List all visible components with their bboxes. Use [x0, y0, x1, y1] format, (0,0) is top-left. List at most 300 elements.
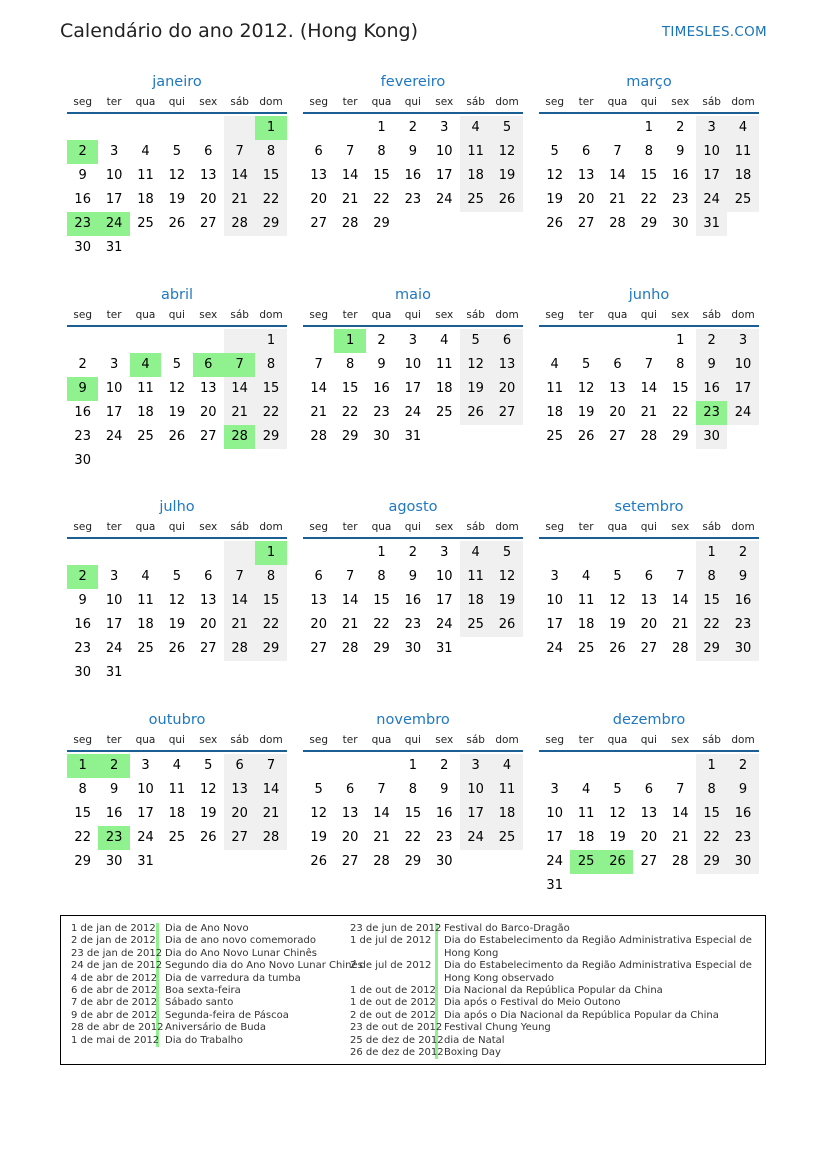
weekday-header [539, 305, 759, 327]
weekday-label: qua [371, 521, 392, 533]
weekday-label: sex [671, 734, 690, 746]
month-dezembro [539, 710, 759, 898]
day-cell: 21 [224, 401, 255, 425]
day-cell: 13 [341, 806, 359, 821]
weekday-header [303, 730, 523, 752]
week-row [67, 188, 287, 212]
empty-day-cell [98, 329, 129, 353]
legend-entry [71, 1035, 363, 1047]
weekday-label: seg [309, 521, 328, 533]
week-row [303, 164, 523, 188]
day-cell: 7 [345, 144, 355, 159]
legend-holiday-name: Hong Kong observado [444, 972, 554, 984]
day-cell: 18 [577, 830, 595, 845]
week-row [539, 140, 759, 164]
weekday-header [67, 92, 287, 114]
empty-day-cell [161, 116, 192, 140]
weekday-header [67, 730, 287, 752]
weekday-label: sex [199, 309, 218, 321]
holiday-day-cell: 25 [570, 850, 601, 874]
day-cell: 20 [491, 377, 522, 401]
week-row [303, 140, 523, 164]
empty-day-cell [255, 449, 286, 473]
day-cell: 16 [727, 802, 758, 826]
day-cell: 10 [435, 144, 453, 159]
day-cell: 6 [345, 782, 355, 797]
legend-entry-continued [350, 948, 752, 960]
empty-day-cell [193, 329, 224, 353]
day-cell: 14 [373, 806, 390, 821]
day-cell: 11 [577, 593, 595, 608]
day-cell: 10 [546, 593, 563, 608]
empty-day-cell [161, 850, 192, 874]
day-cell: 27 [341, 854, 359, 869]
month-janeiro [67, 72, 287, 260]
day-cell: 8 [408, 782, 417, 797]
day-cell: 16 [105, 806, 123, 821]
day-cell: 28 [671, 641, 689, 656]
day-cell: 5 [550, 144, 559, 159]
day-cell: 30 [727, 637, 758, 661]
legend-holiday-name: Aniversário de Buda [165, 1022, 267, 1034]
day-cell: 30 [74, 665, 91, 680]
weekday-label: sex [199, 734, 218, 746]
week-row [539, 613, 759, 637]
day-cell: 10 [435, 569, 453, 584]
empty-day-cell [255, 661, 286, 685]
week-row [539, 116, 759, 140]
day-cell: 25 [727, 188, 758, 212]
day-cell: 14 [224, 589, 255, 613]
empty-day-cell [602, 874, 633, 898]
day-cell: 15 [373, 593, 390, 608]
day-cell: 22 [341, 405, 359, 420]
day-cell: 7 [224, 565, 255, 589]
weekday-header [67, 517, 287, 539]
legend-holiday-name: Dia do Estabelecimento da Região Administrativa Especial de [444, 935, 752, 947]
weekday-label: sáb [466, 309, 485, 321]
day-cell: 30 [696, 425, 727, 449]
empty-day-cell [67, 116, 98, 140]
day-cell: 3 [109, 144, 119, 159]
legend-entry [350, 1047, 752, 1059]
legend-entry [71, 923, 363, 935]
week-row [539, 164, 759, 188]
weekday-label: sex [671, 309, 690, 321]
empty-day-cell [224, 449, 255, 473]
legend-holiday-name: Dia de Ano Novo [165, 923, 249, 934]
day-cell: 17 [727, 377, 758, 401]
week-row [67, 212, 287, 236]
holiday-day-cell: 7 [224, 353, 255, 377]
day-cell: 31 [404, 429, 422, 444]
day-cell: 27 [224, 826, 255, 850]
empty-day-cell [429, 425, 460, 449]
day-cell: 13 [199, 593, 217, 608]
weekday-label: dom [259, 734, 283, 746]
day-cell: 17 [435, 168, 453, 183]
day-cell: 9 [696, 353, 727, 377]
day-cell: 11 [168, 782, 186, 797]
week-row [67, 541, 287, 565]
day-cell: 8 [345, 357, 355, 372]
day-cell: 26 [460, 401, 491, 425]
empty-day-cell [67, 541, 98, 565]
day-cell: 13 [199, 381, 217, 396]
legend-date: 6 de abr de 2012 [71, 985, 158, 997]
day-cell: 8 [696, 565, 727, 589]
weekday-label: qui [404, 734, 421, 746]
day-cell: 12 [546, 168, 563, 183]
legend-holiday-name: Festival Chung Yeung [444, 1022, 551, 1034]
month-name: abril [160, 287, 194, 303]
holiday-day-cell: 28 [224, 425, 255, 449]
week-row [303, 850, 523, 874]
month-name: junho [628, 287, 670, 303]
week-row [67, 449, 287, 473]
empty-day-cell [633, 874, 664, 898]
empty-day-cell [602, 116, 633, 140]
day-cell: 20 [310, 617, 327, 632]
week-row [303, 377, 523, 401]
day-cell: 20 [199, 405, 217, 420]
weekday-label: ter [578, 309, 594, 321]
day-cell: 22 [74, 830, 91, 845]
legend-entry [71, 985, 363, 997]
day-cell: 25 [137, 216, 154, 231]
legend-date: 9 de abr de 2012 [71, 1009, 158, 1021]
day-cell: 25 [168, 830, 186, 845]
day-cell: 9 [676, 144, 685, 159]
day-cell: 19 [460, 377, 491, 401]
weekday-label: sáb [466, 734, 485, 746]
empty-day-cell [224, 116, 255, 140]
empty-day-cell [491, 425, 522, 449]
day-cell: 21 [671, 830, 689, 845]
weekday-label: dom [731, 309, 755, 321]
day-cell: 26 [546, 216, 563, 231]
day-cell: 2 [78, 357, 87, 372]
week-row [539, 874, 759, 898]
weekday-label: qua [607, 309, 628, 321]
legend-holiday-name: Segundo dia do Ano Novo Lunar Chinês [165, 960, 363, 972]
empty-day-cell [303, 329, 334, 353]
holiday-day-cell: 23 [98, 826, 129, 850]
legend-entry [71, 1022, 363, 1034]
day-cell: 17 [137, 806, 154, 821]
day-cell: 9 [408, 144, 417, 159]
holiday-day-cell: 1 [255, 116, 286, 140]
legend-entry [350, 997, 752, 1009]
weekday-label: ter [578, 96, 594, 108]
weekday-label: sex [435, 309, 454, 321]
week-row [303, 778, 523, 802]
legend-date-blank [350, 973, 438, 985]
day-cell: 27 [199, 216, 217, 231]
weekday-label: ter [342, 521, 358, 533]
day-cell: 29 [255, 637, 286, 661]
day-cell: 19 [168, 405, 186, 420]
legend-holiday-name: Festival do Barco-Dragão [444, 923, 570, 934]
day-cell: 29 [74, 854, 91, 869]
weekday-label: sáb [466, 521, 485, 533]
day-cell: 23 [404, 192, 422, 207]
weekday-label: seg [309, 96, 328, 108]
legend-holiday-name: Dia do Ano Novo Lunar Chinês [165, 947, 318, 959]
empty-day-cell [366, 754, 397, 778]
day-cell: 20 [341, 830, 359, 845]
day-cell: 28 [671, 854, 689, 869]
day-cell: 19 [310, 830, 327, 845]
day-cell: 27 [310, 216, 327, 231]
weekday-label: ter [106, 521, 122, 533]
week-row [67, 637, 287, 661]
day-cell: 10 [460, 778, 491, 802]
legend-holiday-name: Dia Nacional da República Popular da China [444, 985, 663, 997]
day-cell: 7 [613, 144, 622, 159]
legend-holiday-name: Dia após o Dia Nacional da República Popular da China [444, 1009, 719, 1021]
week-row [539, 802, 759, 826]
week-row [303, 188, 523, 212]
day-cell: 29 [640, 216, 658, 231]
day-cell: 23 [373, 405, 390, 420]
weekday-label: dom [495, 309, 519, 321]
month-setembro [539, 497, 759, 661]
day-cell: 24 [105, 641, 123, 656]
day-cell: 29 [404, 854, 422, 869]
day-cell: 9 [109, 782, 119, 797]
day-cell: 18 [460, 164, 491, 188]
day-cell: 7 [255, 754, 286, 778]
weekday-label: qui [640, 309, 657, 321]
day-cell: 2 [727, 541, 758, 565]
day-cell: 16 [74, 405, 91, 420]
day-cell: 19 [491, 164, 522, 188]
weekday-label: seg [545, 309, 564, 321]
week-row [67, 661, 287, 685]
weekday-label: sáb [702, 96, 721, 108]
weekday-label: qua [607, 96, 628, 108]
week-row [539, 212, 759, 236]
week-row [67, 565, 287, 589]
empty-day-cell [161, 329, 192, 353]
day-cell: 11 [727, 140, 758, 164]
day-cell: 2 [727, 754, 758, 778]
day-cell: 4 [727, 116, 758, 140]
holiday-day-cell: 2 [98, 754, 129, 778]
week-row [67, 329, 287, 353]
day-cell: 12 [168, 381, 186, 396]
week-row [67, 236, 287, 260]
day-cell: 6 [204, 144, 213, 159]
day-cell: 30 [404, 641, 422, 656]
day-cell: 23 [671, 192, 689, 207]
day-cell: 13 [609, 381, 626, 396]
week-row [67, 850, 287, 874]
day-cell: 4 [581, 782, 591, 797]
weekday-label: sáb [230, 96, 249, 108]
day-cell: 25 [460, 188, 491, 212]
day-cell: 3 [696, 116, 727, 140]
week-row [303, 116, 523, 140]
empty-day-cell [193, 541, 224, 565]
day-cell: 16 [696, 377, 727, 401]
month-name: julho [159, 499, 195, 515]
weekday-label: dom [259, 309, 283, 321]
day-cell: 16 [404, 593, 422, 608]
day-cell: 17 [105, 405, 123, 420]
day-cell: 1 [676, 333, 685, 348]
day-cell: 9 [727, 778, 758, 802]
week-row [539, 541, 759, 565]
day-cell: 3 [440, 120, 449, 135]
week-row [539, 589, 759, 613]
empty-day-cell [193, 116, 224, 140]
legend-column-right [350, 923, 752, 1059]
day-cell: 19 [577, 405, 595, 420]
day-cell: 30 [74, 240, 91, 255]
day-cell: 6 [224, 754, 255, 778]
day-cell: 18 [137, 617, 154, 632]
month-name: outubro [148, 712, 206, 728]
day-cell: 18 [577, 617, 595, 632]
empty-day-cell [334, 116, 365, 140]
weekday-label: sáb [230, 309, 249, 321]
day-cell: 8 [377, 569, 386, 584]
holiday-day-cell: 4 [130, 353, 161, 377]
weekday-label: ter [106, 96, 122, 108]
weekday-label: qua [135, 521, 156, 533]
day-cell: 3 [550, 569, 559, 584]
day-cell: 27 [609, 429, 626, 444]
day-cell: 20 [640, 830, 658, 845]
day-cell: 31 [696, 212, 727, 236]
day-cell: 18 [137, 405, 154, 420]
weekday-label: dom [495, 96, 519, 108]
day-cell: 23 [74, 641, 91, 656]
legend-holiday-name: Dia de varredura da tumba [165, 972, 301, 984]
day-cell: 8 [644, 144, 653, 159]
day-cell: 20 [199, 192, 217, 207]
day-cell: 22 [696, 826, 727, 850]
weekday-label: ter [106, 309, 122, 321]
day-cell: 21 [310, 405, 327, 420]
day-cell: 1 [377, 545, 386, 560]
week-row [303, 802, 523, 826]
empty-day-cell [193, 449, 224, 473]
legend-entry [350, 1035, 752, 1047]
week-row [303, 212, 523, 236]
legend-date: 2 de out de 2012 [350, 1010, 438, 1022]
day-cell: 7 [676, 782, 685, 797]
month-julho [67, 497, 287, 685]
legend-holiday-name: Dia do Trabalho [165, 1034, 244, 1046]
legend-date: 2 de jan de 2012 [71, 935, 159, 947]
weekday-header [539, 517, 759, 539]
day-cell: 26 [168, 641, 186, 656]
week-row [303, 613, 523, 637]
day-cell: 2 [676, 120, 685, 135]
day-cell: 4 [141, 569, 150, 584]
day-cell: 11 [546, 381, 563, 396]
day-cell: 11 [435, 357, 453, 372]
month-name: fevereiro [380, 74, 446, 90]
week-row [67, 778, 287, 802]
day-cell: 5 [581, 357, 591, 372]
day-cell: 20 [609, 405, 626, 420]
day-cell: 8 [676, 357, 685, 372]
weekday-label: seg [73, 734, 92, 746]
day-cell: 24 [105, 429, 123, 444]
week-row [539, 425, 759, 449]
week-row [539, 850, 759, 874]
empty-day-cell [130, 116, 161, 140]
empty-day-cell [98, 116, 129, 140]
day-cell: 26 [491, 188, 522, 212]
legend-date: 1 de out de 2012 [350, 985, 438, 997]
day-cell: 14 [224, 164, 255, 188]
holiday-day-cell: 6 [193, 353, 224, 377]
day-cell: 27 [199, 641, 217, 656]
empty-day-cell [255, 236, 286, 260]
day-cell: 23 [74, 429, 91, 444]
brand-link[interactable]: TIMESLES.COM [661, 24, 767, 40]
day-cell: 22 [255, 188, 286, 212]
day-cell: 23 [435, 830, 453, 845]
empty-day-cell [727, 212, 758, 236]
legend-entry [71, 960, 363, 972]
weekday-label: sáb [466, 96, 485, 108]
day-cell: 8 [255, 353, 286, 377]
day-cell: 21 [609, 192, 626, 207]
week-row [67, 826, 287, 850]
week-row [303, 565, 523, 589]
day-cell: 23 [727, 613, 758, 637]
legend-date-blank [350, 948, 438, 960]
weekday-label: qua [607, 521, 628, 533]
day-cell: 16 [373, 381, 390, 396]
weekday-label: seg [309, 309, 328, 321]
day-cell: 22 [671, 405, 689, 420]
day-cell: 8 [255, 140, 286, 164]
empty-day-cell [224, 661, 255, 685]
legend-holiday-name: Dia de ano novo comemorado [165, 935, 316, 947]
holiday-day-cell: 24 [98, 212, 129, 236]
day-cell: 27 [310, 641, 327, 656]
day-cell: 30 [105, 854, 123, 869]
day-cell: 5 [172, 357, 181, 372]
legend-entry [71, 973, 363, 985]
empty-day-cell [130, 541, 161, 565]
day-cell: 7 [676, 569, 685, 584]
day-cell: 26 [491, 613, 522, 637]
day-cell: 15 [255, 377, 286, 401]
weekday-label: sáb [702, 734, 721, 746]
day-cell: 3 [727, 329, 758, 353]
empty-day-cell [303, 754, 334, 778]
empty-day-cell [539, 754, 570, 778]
day-cell: 22 [696, 613, 727, 637]
day-cell: 27 [640, 854, 658, 869]
holiday-day-cell: 23 [67, 212, 98, 236]
day-cell: 9 [727, 565, 758, 589]
day-cell: 11 [460, 565, 491, 589]
legend-holiday-name: Dia após o Festival do Meio Outono [444, 997, 621, 1009]
legend-date: 26 de dez de 2012 [350, 1047, 444, 1059]
day-cell: 15 [341, 381, 359, 396]
day-cell: 31 [105, 665, 123, 680]
empty-day-cell [224, 329, 255, 353]
